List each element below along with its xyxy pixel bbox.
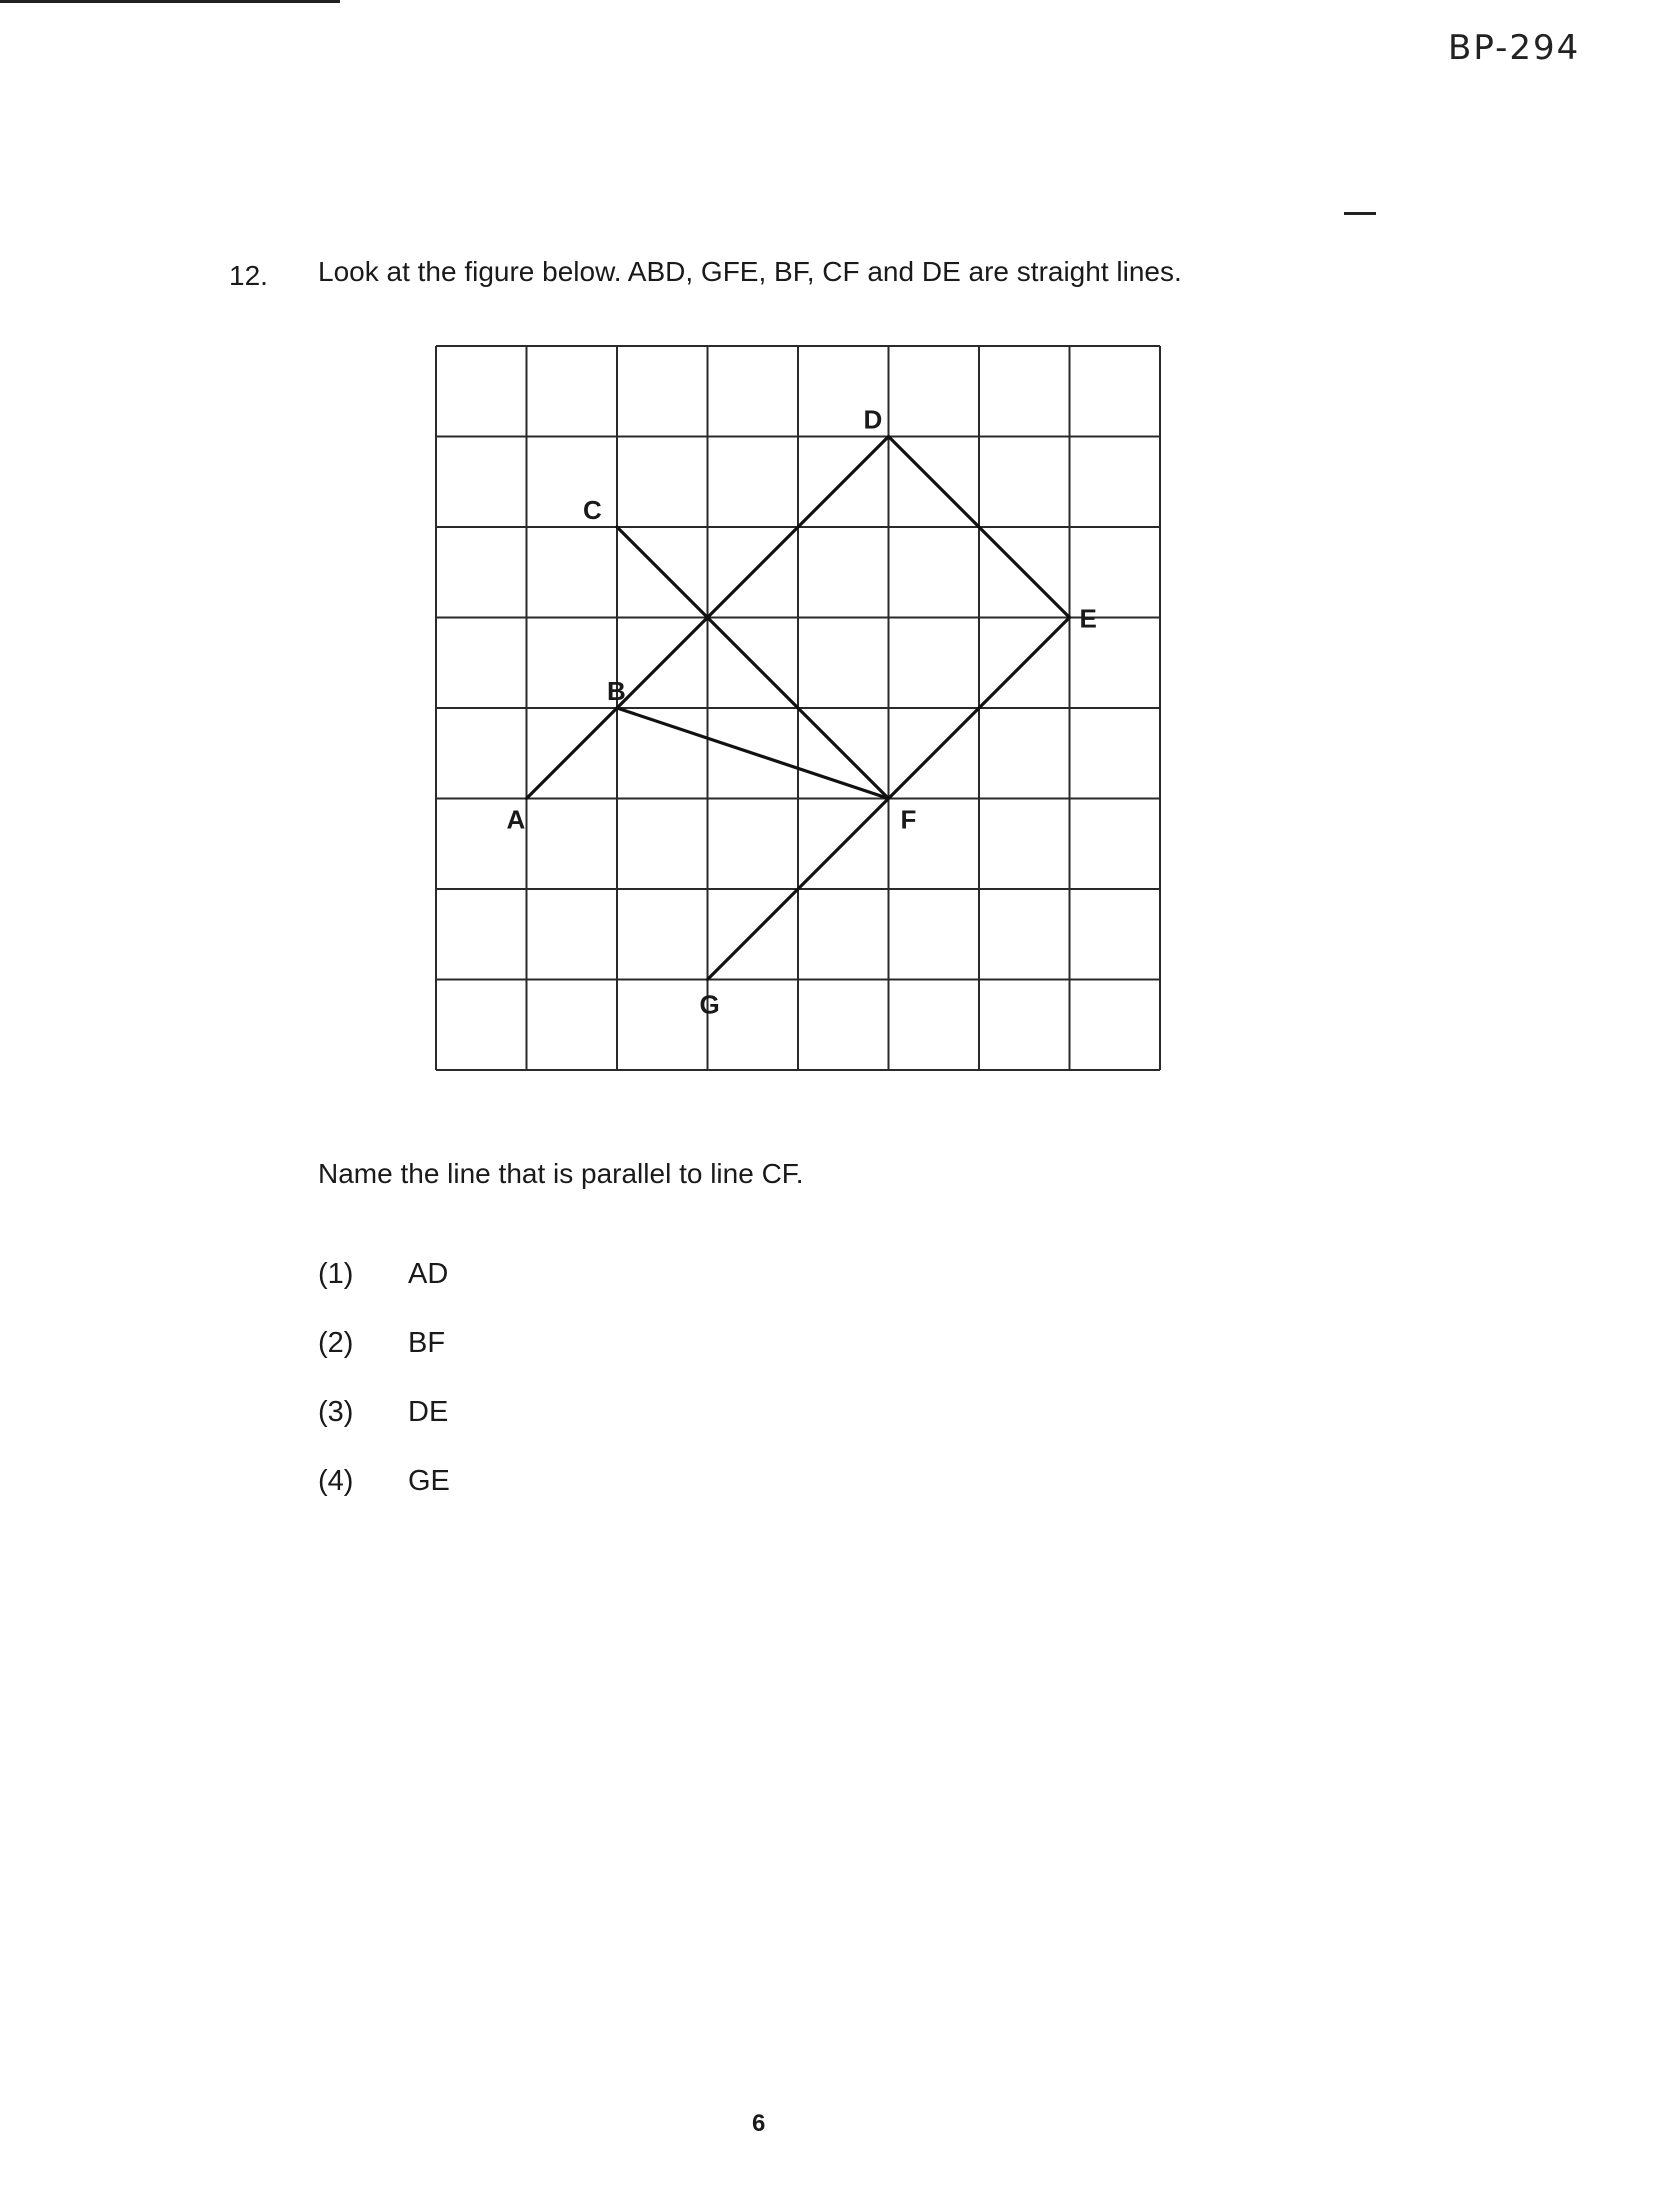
point-label-C: C: [583, 495, 602, 525]
option-text: GE: [408, 1465, 450, 1497]
point-label-G: G: [699, 989, 720, 1020]
option-text: DE: [408, 1396, 449, 1428]
point-label-F: F: [900, 804, 917, 835]
point-label-D: D: [863, 404, 883, 435]
segment-CF: [617, 527, 889, 799]
question-prompt: Name the line that is parallel to line CF.: [318, 1158, 804, 1189]
option-number: (1): [318, 1258, 354, 1290]
option-text: BF: [408, 1327, 446, 1359]
question-text: Look at the figure below. ABD, GFE, BF, CF and DE are straight lines.: [318, 256, 1182, 287]
option-number: (3): [318, 1396, 354, 1428]
page-number: 6: [752, 2110, 766, 2137]
question-number: 12.: [229, 260, 268, 291]
segment-BF: [617, 708, 889, 799]
document-code: BP-294: [1448, 28, 1581, 68]
point-label-B: B: [607, 676, 626, 706]
point-label-E: E: [1079, 603, 1097, 634]
point-label-A: A: [506, 804, 526, 835]
option-text: AD: [408, 1258, 449, 1290]
option-number: (4): [318, 1465, 354, 1497]
option-number: (2): [318, 1327, 354, 1359]
